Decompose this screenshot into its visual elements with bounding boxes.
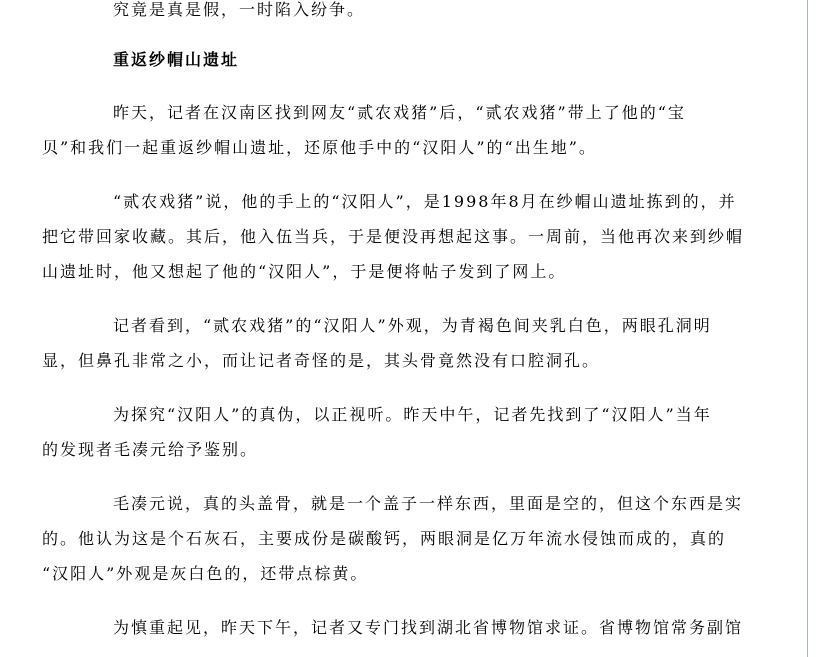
document-body: [42, 0, 802, 645]
paragraph-line: 为慎重起见，昨天下午，记者又专门找到湖北省博物馆求证。省博物馆常务副馆: [113, 618, 744, 637]
paragraph-line: 毛凑元说，真的头盖骨，就是一个盖子一样东西，里面是空的，但这个东西是实: [113, 494, 744, 513]
paragraph-line: “汉阳人”外观是灰白色的，还带点棕黄。: [42, 564, 369, 583]
paragraph-line: 记者看到，“贰农戏猪”的“汉阳人”外观，为青褐色间夹乳白色，两眼孔洞明: [113, 316, 712, 335]
paragraph: [42, 486, 802, 591]
paragraph-line: 把它带回家收藏。其后，他入伍当兵，于是便没再想起这事。一周前，当他再次来到纱帽: [42, 227, 745, 246]
paragraph: [42, 95, 802, 165]
paragraph: [42, 610, 802, 645]
paragraph: [42, 184, 802, 289]
paragraph: [42, 397, 802, 467]
paragraph-line: 的发现者毛凑元给予鉴别。: [42, 440, 259, 459]
paragraph-line: 显，但鼻孔非常之小，而让记者奇怪的是，其头骨竟然没有口腔洞孔。: [42, 351, 601, 370]
paragraph-line: 山遗址时，他又想起了他的“汉阳人”，于是便将帖子发到了网上。: [42, 262, 567, 281]
paragraph-line: “贰农戏猪”说，他的手上的“汉阳人”，是1998年8月在纱帽山遗址拣到的，并: [113, 192, 737, 211]
paragraph-line: 的。他认为这是个石灰石，主要成份是碳酸钙，两眼洞是亿万年流水侵蚀而成的，真的: [42, 529, 727, 548]
section-heading: 重返纱帽山遗址: [113, 50, 240, 69]
paragraph-line: 贝”和我们一起重返纱帽山遗址，还原他手中的“汉阳人”的“出生地”。: [42, 138, 597, 157]
paragraph-line: 为探究“汉阳人”的真伪，以正视听。昨天中午，记者先找到了“汉阳人”当年: [113, 405, 712, 424]
paragraph-line: 昨天，记者在汉南区找到网友“贰农戏猪”后，“贰农戏猪”带上了他的“宝: [113, 103, 686, 122]
paragraph-line: 究竟是真是假，一时陷入纷争。: [113, 0, 366, 19]
page-right-border: [807, 0, 808, 657]
paragraph: [42, 308, 802, 378]
